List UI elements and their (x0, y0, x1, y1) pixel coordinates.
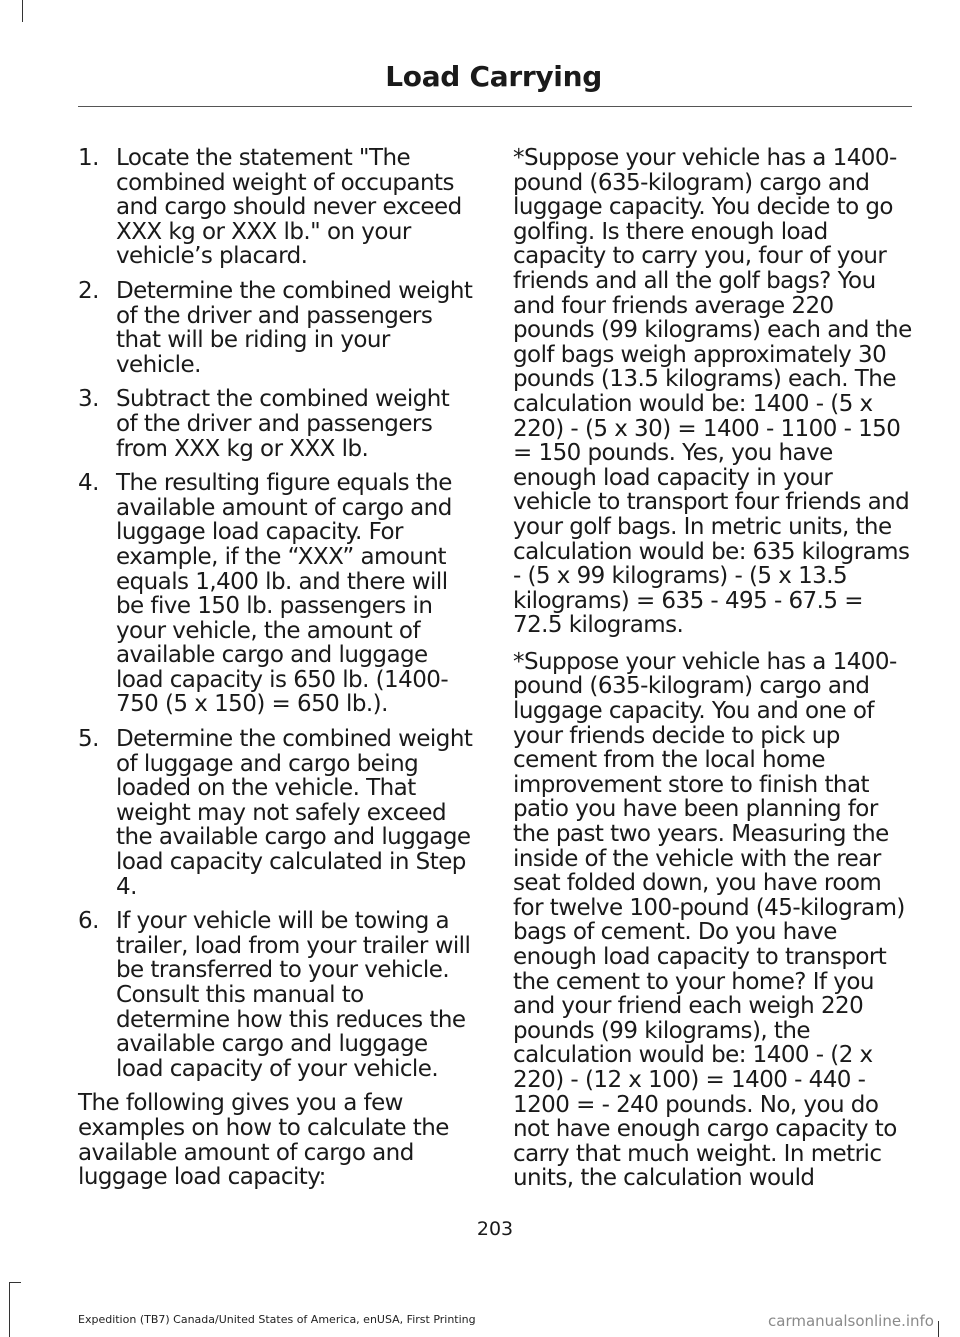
list-item (78, 471, 475, 717)
header-rule (78, 106, 912, 107)
step-text: Subtract the combined weight of the driver and passengers from XXX kg or XXX lb. (116, 386, 450, 462)
crop-mark-bottom-right (938, 1321, 939, 1337)
edition-footer: Expedition (TB7) Canada/United States of America, enUSA, First Printing (78, 1313, 476, 1326)
crop-mark-top-left (22, 0, 23, 22)
golf-example-paragraph: *Suppose your vehicle has a 1400-pound (635-kilogram) cargo and luggage capacity. You decide to go golfing. Is there enough load capacity to carry you, four of your friends and all the golf bags? You and four friends average 220 pounds (99 kilograms) each and the golf bags weigh approximately 30 pounds (13.5 kilograms) each. The calculation would be: 1400 - (5 x 220) - (5 x 30) = 1400 - 1100 - 150 = 150 pounds. Yes, you have enough load capacity in your vehicle to transport four friends and your golf bags. In metric units, the calculation would be: 635 kilograms - (5 x 99 kilograms) - (5 x 13.5 kilograms) = 635 - 495 - 67.5 = 72.5 kilograms. (513, 145, 912, 639)
list-item (78, 909, 475, 1081)
list-item (78, 279, 475, 377)
step-number: 2. (78, 277, 99, 304)
left-column (78, 146, 475, 1202)
page-number: 203 (476, 1218, 514, 1240)
list-item (78, 387, 475, 461)
step-number: 1. (78, 145, 99, 171)
examples-intro-paragraph: The following gives you a few examples on how to calculate the available amount of cargo and luggage load capacity: (78, 1090, 449, 1191)
crop-mark-bottom-left-h (9, 1282, 21, 1283)
step-text: Determine the combined weight of luggage and cargo being loaded on the vehicle. That weight may not safely exceed the available cargo and luggage load capacity calculated in Step 4. (116, 726, 473, 900)
crop-mark-bottom-left-v (9, 1282, 10, 1337)
step-text: If your vehicle will be towing a trailer, load from your trailer will be transferred to your vehicle. Consult this manual to determine how this reduces the available cargo and luggage load capacity of your vehicle. (116, 908, 471, 1082)
steps-list (78, 146, 475, 1081)
watermark: carmanualsonline.info (768, 1312, 934, 1330)
step-number: 3. (78, 386, 99, 413)
list-item (78, 146, 475, 269)
cement-example-paragraph: *Suppose your vehicle has a 1400-pound (635-kilogram) cargo and luggage capacity. You and one of your friends decide to pick up cement from the local home improvement store to finish that patio you have been planning for the past two years. Measuring the inside of the vehicle with the rear seat folded down, you have room for twelve 100-pound (45-kilogram) bags of cement. Do you have enough load capacity to transport the cement to your home? If you and your friend each weigh 220 pounds (99 kilograms), the calculation would be: 1400 - (2 x 220) - (12 x 100) = 1400 - 440 - 1200 = - 240 pounds. No, you do not have enough cargo capacity to carry that much weight. In metric units, the calculation would (513, 648, 905, 1192)
step-number: 4. (78, 470, 99, 497)
page-title: Load Carrying (385, 60, 602, 93)
step-text: Locate the statement "The combined weight of occupants and cargo should never exceed XXX kg or XXX lb." on your vehicle’s placard. (116, 145, 462, 270)
step-text: The resulting figure equals the available amount of cargo and luggage load capacity. For example, if the “XXX” amount equals 1,400 lb. and there will be five 150 lb. passengers in your vehicle, the amount of available cargo and luggage load capacity is 650 lb. (1400-750 (5 x 150) = 650 lb.). (116, 470, 452, 718)
step-number: 5. (78, 726, 99, 753)
step-text: Determine the combined weight of the driver and passengers that will be riding in your vehicle. (116, 277, 473, 378)
list-item (78, 727, 475, 899)
right-column (513, 146, 912, 1203)
step-number: 6. (78, 908, 99, 935)
